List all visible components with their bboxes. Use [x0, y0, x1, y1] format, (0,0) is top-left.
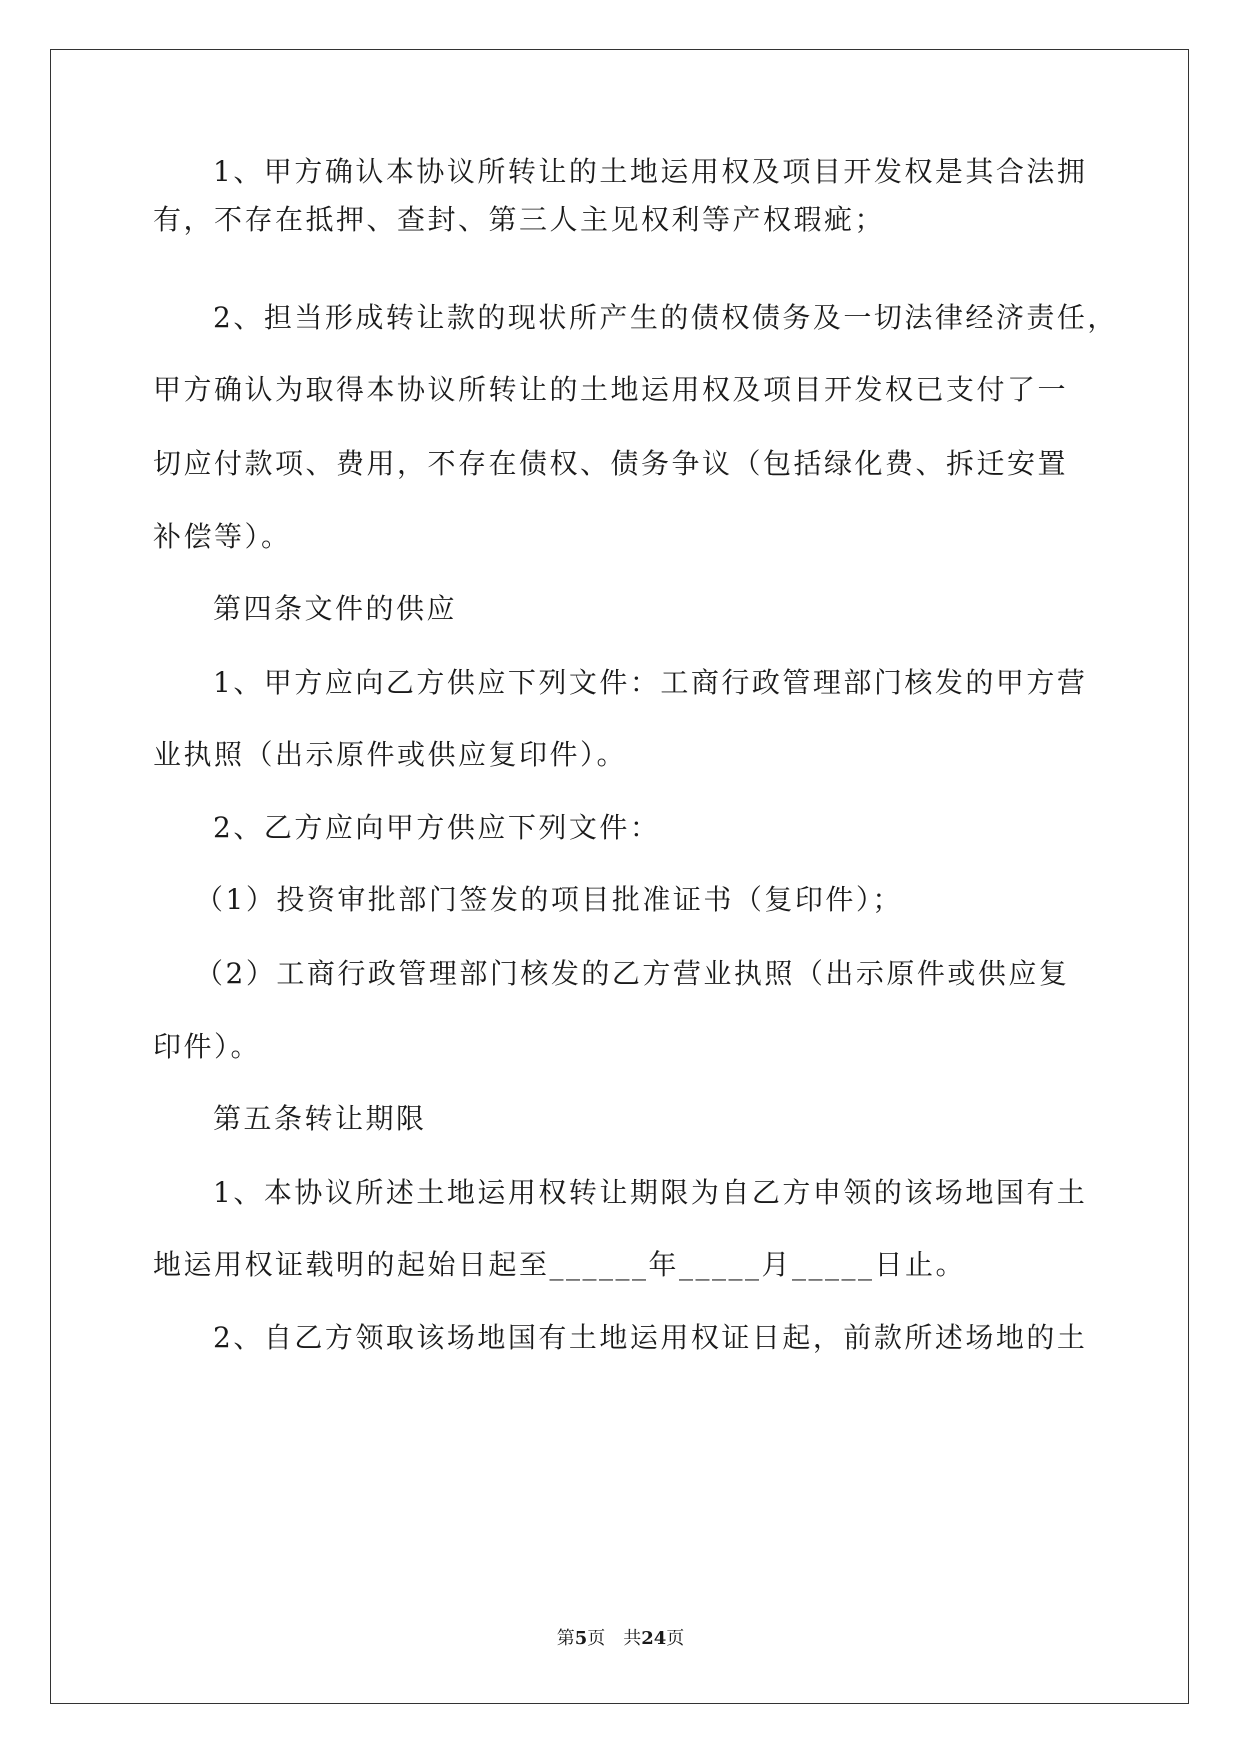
- paragraph-line: 有，不存在抵押、查封、第三人主见权利等产权瑕疵；: [153, 203, 886, 236]
- paragraph-line: 业执照（出示原件或供应复印件）。: [153, 738, 628, 771]
- paragraph-line: 2、乙方应向甲方供应下列文件：: [213, 811, 661, 844]
- section-heading: 第五条转让期限: [213, 1102, 427, 1135]
- paragraph-line: 1、本协议所述土地运用权转让期限为自乙方申领的该场地国有土: [213, 1176, 1088, 1209]
- list-item: （1）投资审批部门签发的项目批准证书（复印件）；: [195, 883, 903, 916]
- paragraph-line: 地运用权证载明的起始日起至______年_____月_____日止。: [153, 1248, 967, 1281]
- page-prefix: 第: [556, 1628, 575, 1649]
- section-heading: 第四条文件的供应: [213, 592, 458, 625]
- page-border: [50, 49, 1189, 1704]
- total-unit: 页: [666, 1628, 685, 1649]
- paragraph-line: 2、担当形成转让款的现状所产生的债权债务及一切法律经济责任，: [213, 301, 1118, 334]
- page-unit: 页: [587, 1628, 606, 1649]
- paragraph-line: 1、甲方确认本协议所转让的土地运用权及项目开发权是其合法拥: [213, 155, 1088, 188]
- paragraph-line: 切应付款项、费用，不存在债权、债务争议（包括绿化费、拆迁安置: [153, 447, 1069, 480]
- paragraph-line: 1、甲方应向乙方供应下列文件：工商行政管理部门核发的甲方营: [213, 666, 1088, 699]
- paragraph-line: 甲方确认为取得本协议所转让的土地运用权及项目开发权已支付了一: [153, 373, 1069, 406]
- paragraph-line: 2、自乙方领取该场地国有土地运用权证日起，前款所述场地的土: [213, 1321, 1088, 1354]
- total-pages: 24: [641, 1628, 667, 1649]
- paragraph-line: 印件）。: [153, 1030, 262, 1063]
- total-prefix: 共: [623, 1628, 642, 1649]
- page-footer: [0, 1628, 1241, 1650]
- page-number: 5: [574, 1628, 588, 1649]
- paragraph-line: 补偿等）。: [153, 520, 292, 553]
- list-item: （2）工商行政管理部门核发的乙方营业执照（出示原件或供应复: [195, 957, 1070, 990]
